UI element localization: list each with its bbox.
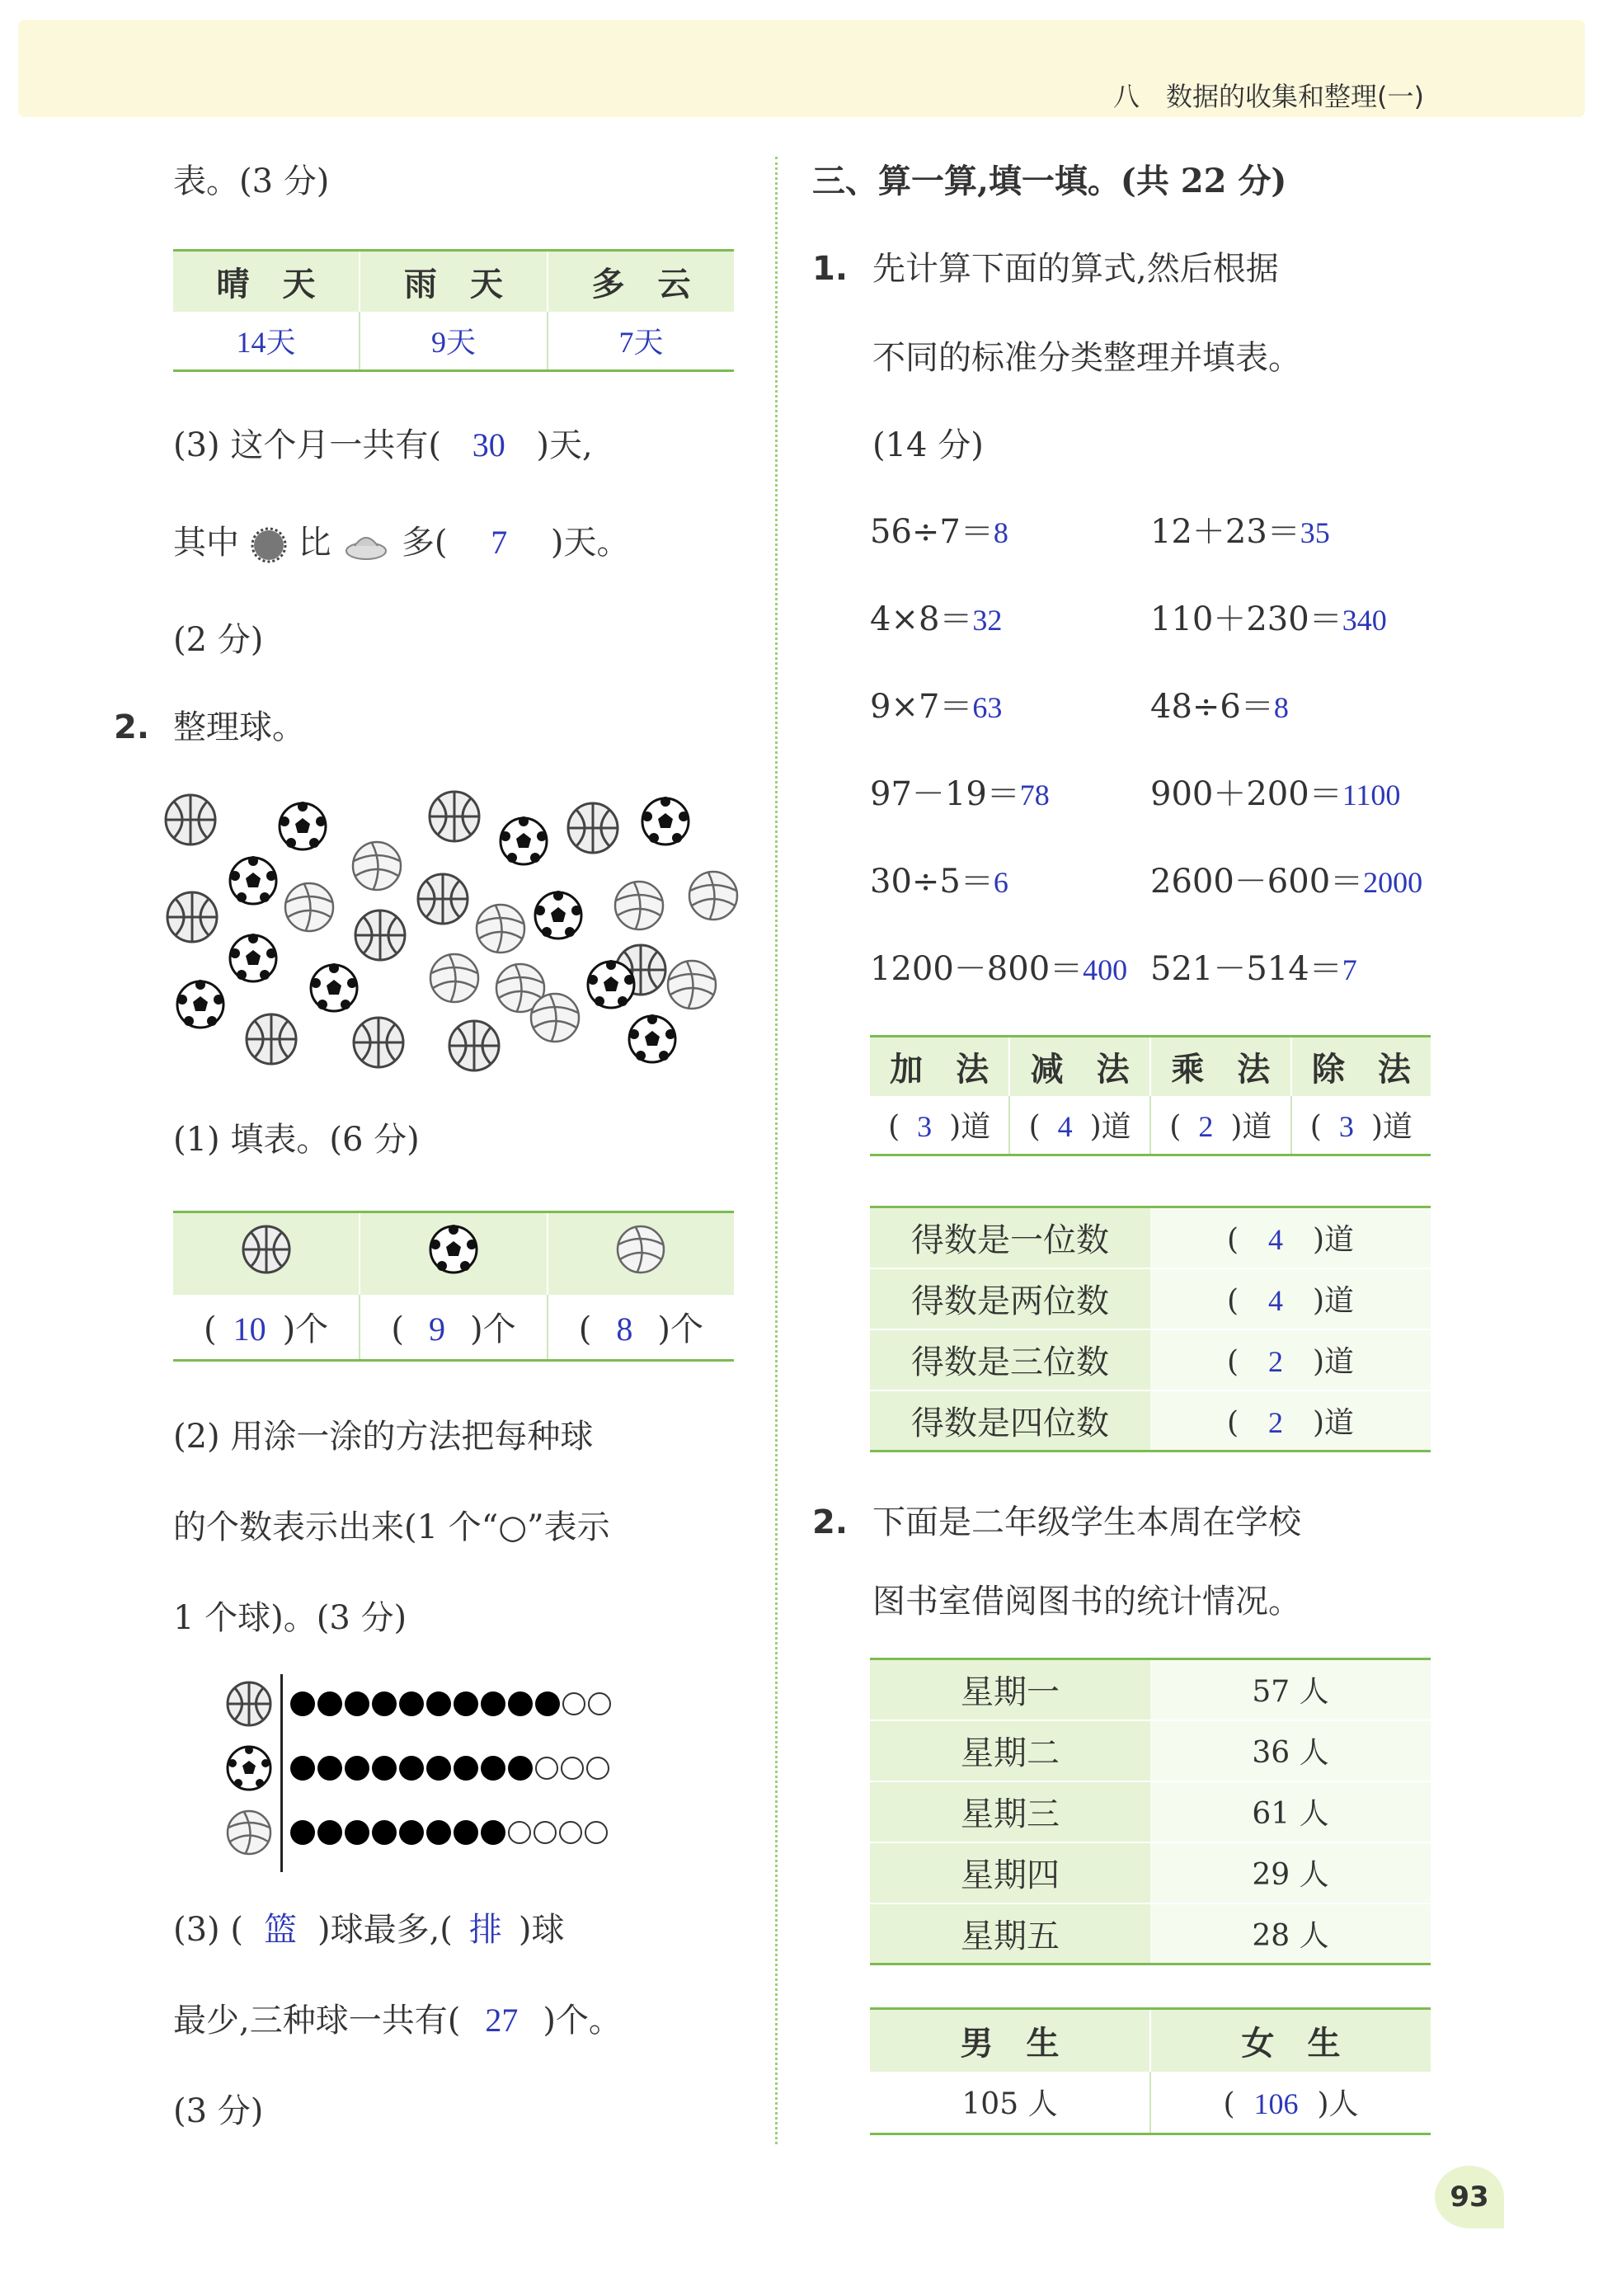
equation-answer: 7: [1342, 953, 1357, 986]
football-icon: [642, 797, 689, 845]
basketball-icon: [568, 803, 618, 853]
equation-expression: 48÷6＝: [1150, 688, 1274, 726]
weekday-count: 36 人: [1150, 1720, 1431, 1781]
weekday-count: 29 人: [1150, 1842, 1431, 1903]
q3-text-e: 多(: [401, 524, 448, 562]
equation-6: [1150, 688, 1289, 726]
filled-circle: [508, 1691, 533, 1716]
basketball-icon: [166, 795, 215, 845]
q2-number: 2.: [114, 708, 150, 746]
empty-circle: [559, 1821, 582, 1844]
filled-circle: [399, 1820, 424, 1845]
column-divider: [775, 157, 778, 2144]
equation-answer: 78: [1019, 779, 1050, 812]
q2-3-line2: 最少,三种球一共有( 27 )个。: [173, 2002, 622, 2040]
pictograph-row-basketball: [224, 1679, 613, 1729]
filled-circle: [426, 1820, 451, 1845]
volleyball-icon: [614, 1223, 667, 1276]
digit-row-count: ( 4 )道: [1150, 1268, 1431, 1329]
q2-2-line2: 的个数表示出来(1 个“○”表示: [173, 1508, 610, 1546]
filled-circle: [481, 1820, 505, 1845]
filled-circle: [372, 1756, 397, 1781]
football-icon: [224, 1743, 274, 1793]
op-count-add: ( 3 )道: [870, 1096, 1009, 1155]
balls-scatter-svg: [161, 783, 746, 1080]
gender-header-boys: 男 生: [870, 2009, 1150, 2072]
q3-text-f: )天。: [550, 524, 630, 562]
empty-circle: [586, 1757, 609, 1780]
filled-circle: [317, 1820, 342, 1845]
volleyball-icon: [224, 1808, 274, 1857]
op-count-div: ( 3 )道: [1291, 1096, 1431, 1155]
equation-answer: 32: [972, 604, 1003, 637]
equation-4: [1150, 600, 1387, 638]
basketball-icon: [355, 910, 405, 960]
q2r-line2: 图书室借阅图书的统计情况。: [872, 1583, 1301, 1621]
football-icon: [311, 963, 357, 1011]
digit-row-count: ( 2 )道: [1150, 1329, 1431, 1390]
volleyball-icon: [668, 961, 716, 1009]
filled-circle: [454, 1820, 478, 1845]
q3-text-c: 其中: [173, 524, 239, 562]
filled-circle: [317, 1756, 342, 1781]
filled-circle: [426, 1691, 451, 1716]
equation-expression: 521－514＝: [1150, 950, 1342, 988]
football-icon: [535, 891, 581, 939]
filled-circle: [481, 1756, 505, 1781]
filled-circle: [290, 1756, 315, 1781]
gender-count-boys: 105 人: [870, 2072, 1150, 2134]
digit-row-label: 得数是一位数: [870, 1207, 1150, 1268]
equation-9: [870, 863, 1008, 901]
filled-circle: [345, 1820, 369, 1845]
digit-row-label: 得数是四位数: [870, 1390, 1150, 1451]
filled-circle: [535, 1691, 560, 1716]
equation-answer: 8: [993, 516, 1008, 549]
filled-circle: [372, 1691, 397, 1716]
q3-text-d: 比: [298, 524, 331, 562]
operation-table: [870, 1035, 1431, 1156]
equation-answer: 8: [1273, 691, 1289, 724]
q2-3-line1: (3) ( 篮 )球最多,( 排 )球: [173, 1911, 565, 1949]
volleyball-icon: [285, 883, 333, 931]
q3-score: (2 分): [173, 621, 264, 659]
volleyball-icon: [615, 882, 663, 929]
op-count-mul: ( 2 )道: [1150, 1096, 1291, 1155]
basketball-icon: [449, 1021, 499, 1070]
weekday-count: 61 人: [1150, 1781, 1431, 1842]
ball-count-table: [173, 1211, 734, 1362]
empty-circle: [508, 1821, 531, 1844]
ball-header-basketball: [173, 1212, 360, 1295]
q3-text-a: (3) 这个月一共有(: [173, 426, 441, 464]
empty-circle: [585, 1821, 608, 1844]
empty-circle: [588, 1692, 611, 1715]
q1-line2: 不同的标准分类整理并填表。: [872, 339, 1301, 377]
football-icon: [629, 1014, 675, 1062]
op-header-add: 加 法: [870, 1037, 1009, 1096]
op-header-mul: 乘 法: [1150, 1037, 1291, 1096]
equation-expression: 110＋230＝: [1150, 600, 1342, 638]
equation-answer: 2000: [1363, 866, 1423, 899]
filled-circle: [454, 1691, 478, 1716]
digit-row-count: ( 4 )道: [1150, 1207, 1431, 1268]
q1-score: (14 分): [872, 426, 984, 464]
cloud-icon: [341, 526, 391, 564]
equation-7: [870, 775, 1050, 813]
filled-circle: [290, 1691, 315, 1716]
equation-expression: 2600－600＝: [1150, 863, 1364, 901]
weekday-label: 星期五: [870, 1903, 1150, 1964]
equation-5: [870, 688, 1003, 726]
basketball-icon: [224, 1679, 274, 1729]
basketball-icon: [247, 1014, 296, 1064]
football-icon: [588, 960, 634, 1008]
equation-expression: 1200－800＝: [870, 950, 1084, 988]
equation-10: [1150, 863, 1423, 901]
filled-circle: [290, 1820, 315, 1845]
ball-count-football: ( 9 )个: [360, 1295, 548, 1361]
empty-circle: [561, 1757, 584, 1780]
basketball-icon: [240, 1223, 293, 1276]
equation-answer: 35: [1300, 516, 1330, 549]
gender-table: [870, 2007, 1431, 2135]
gender-header-girls: 女 生: [1150, 2009, 1431, 2072]
football-icon: [230, 856, 276, 904]
q3-line2: [173, 526, 630, 564]
equation-expression: 97－19＝: [870, 775, 1020, 813]
volleyball-icon: [689, 872, 737, 920]
q1-line1: 先计算下面的算式,然后根据: [872, 250, 1279, 288]
weather-table: [173, 249, 734, 372]
q2-2-line3: 1 个球)。(3 分): [173, 1599, 407, 1637]
q3-answer-days: 30: [472, 426, 505, 463]
q2-3-answer-most: 篮: [263, 1911, 297, 1948]
equation-11: [870, 950, 1128, 988]
equation-12: [1150, 950, 1357, 988]
filled-circle: [454, 1756, 478, 1781]
football-icon: [427, 1223, 480, 1276]
weekday-table: [870, 1658, 1431, 1965]
section-title: 三、算一算,填一填。(共 22 分): [812, 162, 1287, 200]
digit-row-label: 得数是两位数: [870, 1268, 1150, 1329]
q2r-number: 2.: [812, 1503, 849, 1541]
q2r-line1: 下面是二年级学生本周在学校: [872, 1503, 1301, 1541]
equation-expression: 9×7＝: [870, 688, 973, 726]
equation-answer: 400: [1083, 953, 1128, 986]
op-count-sub: ( 4 )道: [1009, 1096, 1150, 1155]
ball-count-basketball: ( 10 )个: [173, 1295, 360, 1361]
q2-2-line1: (2) 用涂一涂的方法把每种球: [173, 1418, 594, 1456]
q2-1-title: (1) 填表。(6 分): [173, 1121, 420, 1159]
weekday-label: 星期三: [870, 1781, 1150, 1842]
q3-text-b: )天,: [536, 426, 593, 464]
equation-expression: 4×8＝: [870, 600, 973, 638]
equation-2: [1150, 513, 1330, 551]
weekday-count: 57 人: [1150, 1659, 1431, 1720]
weather-value-cloudy: 7天: [548, 312, 734, 371]
equation-expression: 12＋23＝: [1150, 513, 1300, 551]
filled-circle: [317, 1691, 342, 1716]
ball-header-football: [360, 1212, 548, 1295]
volleyball-icon: [477, 905, 524, 953]
filled-circle: [399, 1691, 424, 1716]
filled-circle: [508, 1756, 533, 1781]
pictograph-row-football: [224, 1743, 612, 1793]
op-header-sub: 减 法: [1009, 1037, 1150, 1096]
equation-answer: 1100: [1342, 779, 1401, 812]
equation-1: [870, 513, 1008, 551]
volleyball-icon: [430, 954, 478, 1002]
equation-expression: 56÷7＝: [870, 513, 994, 551]
volleyball-icon: [531, 994, 579, 1042]
equation-8: [1150, 775, 1401, 813]
basketball-icon: [167, 892, 217, 942]
weather-header-cloudy: 多 云: [548, 251, 734, 312]
ball-count-volleyball: ( 8 )个: [548, 1295, 734, 1361]
basketball-icon: [430, 792, 479, 841]
page-number: 93: [1435, 2166, 1504, 2228]
q2-3-answer-total: 27: [485, 2002, 519, 2039]
weekday-label: 星期一: [870, 1659, 1150, 1720]
digit-row-count: ( 2 )道: [1150, 1390, 1431, 1451]
pictograph-row-volleyball: [224, 1808, 610, 1857]
gender-count-girls: ( 106 )人: [1150, 2072, 1431, 2134]
filled-circle: [481, 1691, 505, 1716]
equation-expression: 30÷5＝: [870, 863, 994, 901]
equation-answer: 63: [972, 691, 1003, 724]
football-icon: [280, 802, 326, 849]
digit-table: [870, 1206, 1431, 1452]
op-header-div: 除 法: [1291, 1037, 1431, 1096]
weather-header-rainy: 雨 天: [360, 251, 548, 312]
q2-title: 整理球。: [173, 708, 305, 746]
empty-circle: [535, 1757, 558, 1780]
equation-answer: 340: [1342, 604, 1387, 637]
weather-value-rainy: 9天: [360, 312, 548, 371]
weekday-label: 星期四: [870, 1842, 1150, 1903]
volleyball-icon: [353, 842, 401, 890]
weather-header-sunny: 晴 天: [173, 251, 360, 312]
filled-circle: [399, 1756, 424, 1781]
q1-number: 1.: [812, 250, 849, 288]
q3-line1: [173, 426, 593, 464]
equation-3: [870, 600, 1003, 638]
weather-value-sunny: 14天: [173, 312, 360, 371]
football-icon: [501, 816, 547, 864]
equation-answer: 6: [993, 866, 1008, 899]
intro-line: 表。(3 分): [173, 162, 330, 200]
filled-circle: [372, 1820, 397, 1845]
weekday-label: 星期二: [870, 1720, 1150, 1781]
q3-answer-diff: 7: [491, 524, 508, 561]
weekday-count: 28 人: [1150, 1903, 1431, 1964]
sun-icon: [250, 526, 288, 564]
equation-expression: 900＋200＝: [1150, 775, 1342, 813]
filled-circle: [345, 1756, 369, 1781]
q2-3-score: (3 分): [173, 2092, 264, 2130]
digit-row-label: 得数是三位数: [870, 1329, 1150, 1390]
football-icon: [230, 934, 276, 981]
basketball-icon: [354, 1018, 403, 1067]
q2-3-answer-least: 排: [468, 1911, 502, 1948]
filled-circle: [426, 1756, 451, 1781]
filled-circle: [345, 1691, 369, 1716]
empty-circle: [534, 1821, 557, 1844]
chapter-title: 八 数据的收集和整理(一): [1113, 81, 1424, 112]
empty-circle: [562, 1692, 585, 1715]
football-icon: [177, 980, 223, 1028]
balls-scatter: [161, 783, 746, 1080]
ball-header-volleyball: [548, 1212, 734, 1295]
basketball-icon: [418, 874, 468, 924]
